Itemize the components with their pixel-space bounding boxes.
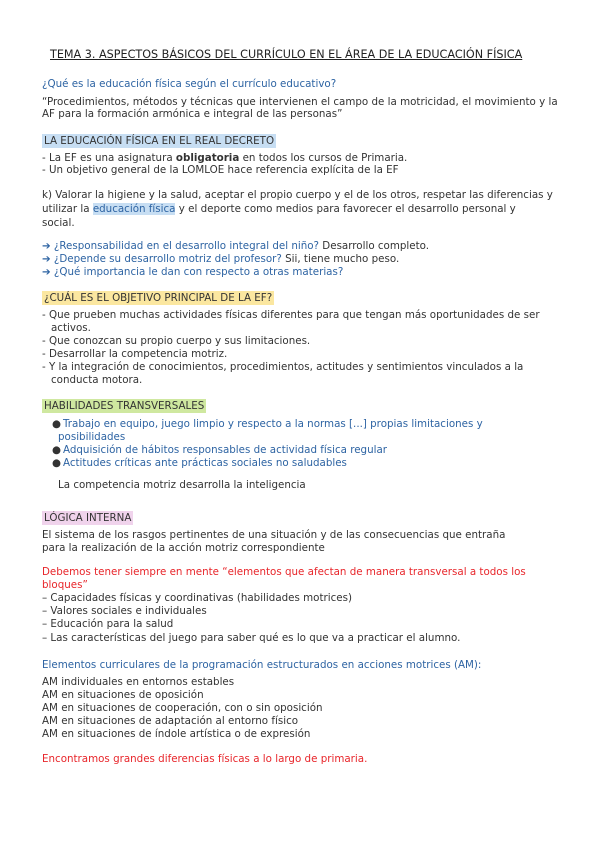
logica-line-1: El sistema de los rasgos pertinentes de una situación y de las consecuencias que entraña — [42, 529, 506, 541]
am-item: AM individuales en entornos estables — [42, 676, 235, 688]
objective-heading: ¿CUÁL ES EL OBJETIVO PRINCIPAL DE LA EF? — [44, 292, 273, 304]
bullet-icon: ● — [52, 418, 61, 430]
question-definition: ¿Qué es la educación física según el currículo educativo? — [42, 78, 337, 90]
am-item: AM en situaciones de oposición — [42, 689, 204, 701]
objective-item: conducta motora. — [51, 374, 143, 386]
arrow-question-2: ➔ ¿Depende su desarrollo motriz del profesor? Sii, tiene mucho peso. — [42, 253, 400, 265]
habilidad-item: ● Adquisición de hábitos responsables de actividad física regular — [52, 444, 388, 456]
final-statement: Encontramos grandes diferencias físicas a lo largo de primaria. — [42, 753, 368, 765]
objective-item: - Desarrollar la competencia motriz. — [42, 348, 228, 360]
real-decreto-heading: LA EDUCACIÓN FÍSICA EN EL REAL DECRETO — [44, 135, 275, 147]
transversal-item: – Educación para la salud — [42, 618, 174, 630]
habilidad-item: ● Trabajo en equipo, juego limpio y respecto a la normas [...] propias limitaciones y — [52, 418, 483, 430]
arrow-question-3: ➔ ¿Qué importancia le dan con respecto a otras materias? — [42, 266, 344, 278]
habilidades-note: La competencia motriz desarrolla la inteligencia — [58, 479, 306, 491]
logica-interna-heading: LÓGICA INTERNA — [44, 512, 132, 524]
objective-item: - Y la integración de conocimientos, procedimientos, actitudes y sentimientos vinculados a la — [42, 361, 524, 373]
objective-item: - Que prueben muchas actividades físicas diferentes para que tengan más oportunidades de ser — [42, 309, 540, 321]
transversal-item: – Capacidades físicas y coordinativas (habilidades motrices) — [42, 592, 352, 604]
transversal-item: – Las características del juego para saber qué es lo que va a practicar el alumno. — [42, 632, 461, 644]
am-item: AM en situaciones de adaptación al entorno físico — [42, 715, 299, 727]
real-decreto-item-1: - La EF es una asignatura obligatoria en todos los cursos de Primaria. — [42, 152, 408, 164]
objective-k-line-2: utilizar la educación física y el deporte como medios para favorecer el desarrollo personal y — [42, 203, 516, 215]
objective-item: - Que conozcan su propio cuerpo y sus limitaciones. — [42, 335, 311, 347]
objective-item: activos. — [51, 322, 91, 334]
bullet-icon: ● — [52, 457, 61, 469]
definition-line-2: AF para la formación armónica e integral de las personas” — [42, 108, 343, 120]
arrow-question-1: ➔ ¿Responsabilidad en el desarrollo integral del niño? Desarrollo completo. — [42, 240, 430, 252]
bullet-icon: ● — [52, 444, 61, 456]
reminder-line-1: Debemos tener siempre en mente “elementos que afectan de manera transversal a todos los — [42, 566, 526, 578]
am-item: AM en situaciones de cooperación, con o sin oposición — [42, 702, 323, 714]
transversal-item: – Valores sociales e individuales — [42, 605, 207, 617]
definition-line-1: “Procedimientos, métodos y técnicas que intervienen el campo de la motricidad, el movimiento y la — [42, 96, 558, 108]
reminder-line-2: bloques” — [42, 579, 88, 591]
elementos-heading: Elementos curriculares de la programación estructurados en acciones motrices (AM): — [42, 659, 482, 671]
habilidad-item-cont: posibilidades — [58, 431, 126, 443]
logica-line-2: para la realización de la acción motriz correspondiente — [42, 542, 325, 554]
real-decreto-item-2: - Un objetivo general de la LOMLOE hace referencia explícita de la EF — [42, 164, 399, 176]
habilidades-heading: HABILIDADES TRANSVERSALES — [44, 400, 205, 412]
habilidad-item: ● Actitudes críticas ante prácticas sociales no saludables — [52, 457, 347, 469]
am-item: AM en situaciones de índole artística o de expresión — [42, 728, 311, 740]
objective-k-line-3: social. — [42, 217, 75, 229]
objective-k-line-1: k) Valorar la higiene y la salud, aceptar el propio cuerpo y el de los otros, respetar las diferencias y — [42, 189, 553, 201]
page-title: TEMA 3. ASPECTOS BÁSICOS DEL CURRÍCULO EN EL ÁREA DE LA EDUCACIÓN FÍSICA — [50, 48, 523, 61]
